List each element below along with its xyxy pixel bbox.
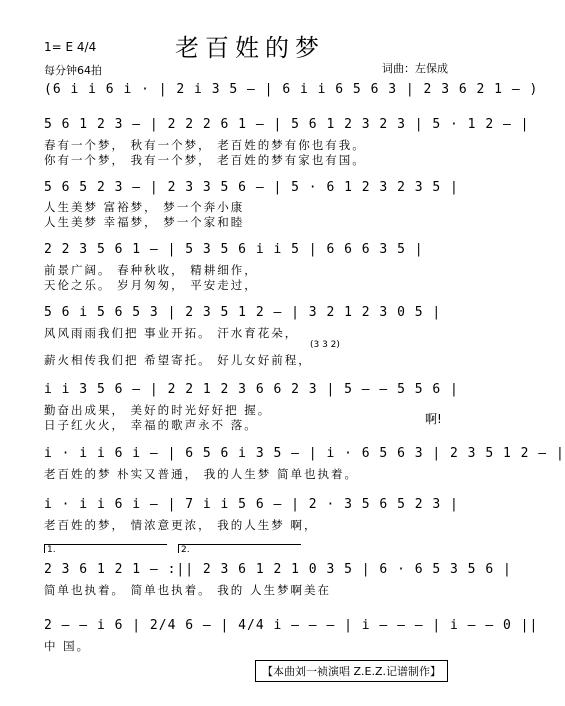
notation-annotation: (3 3 2) <box>310 340 340 350</box>
notation-line-3: 2 2 3 5 6 1 — | 5 3 5 6 i i 5 | 6 6 6 3 5 | <box>44 242 424 257</box>
lyric-line-5b: 日子红火火， 幸福的歌声永不 落。 <box>44 418 258 432</box>
lyric-line-4a: 风风雨雨我们把 事业开拓。 汗水育花朵， <box>44 326 299 340</box>
notation-line-7: i · i i 6 i — | 7 i i 5 6 — | 2 · 3 5 6 5 2 3 | <box>44 497 459 512</box>
lyric-line-7: 老百姓的梦， 情浓意更浓， 我的人生梦 啊， <box>44 518 318 532</box>
lyric-line-9: 中 国。 <box>44 639 91 653</box>
lyric-line-5a: 勤奋出成果， 美好的时光好好把 握。 <box>44 403 272 417</box>
song-title: 老百姓的梦 <box>175 34 325 62</box>
notation-line-9: 2 — — i 6 | 2/4 6 — | 4/4 i — — — | i — — — | i — — 0 || <box>44 618 539 633</box>
intro-notation: (6 i i 6 i · | 2 i 3 5 — | 6 i i 6 5 6 3 | 2 3 6 2 1 — ) <box>44 82 539 97</box>
notation-line-2: 5 6 5 2 3 — | 2 3 3 5 6 — | 5 · 6 1 2 3 2 3 5 | <box>44 180 459 195</box>
lyric-line-1b: 你有一个梦， 我有一个梦， 老百姓的梦有家也有国。 <box>44 153 366 167</box>
notation-line-8: 2 3 6 1 2 1 — :|| 2 3 6 1 2 1 0 3 5 | 6 · 6 5 3 5 6 | <box>44 562 512 577</box>
composer-credit: 词曲：左保成 <box>382 62 448 75</box>
key-signature <box>44 40 96 54</box>
lyric-line-2a: 人生美梦 富裕梦， 梦一个奔小康 <box>44 200 245 214</box>
notation-line-6: i · i i 6 i — | 6 5 6 i 3 5 — | i · 6 5 6 3 | 2 3 5 1 2 — | <box>44 446 565 461</box>
lyric-line-3a: 前景广阔。 春种秋收， 精耕细作， <box>44 263 258 277</box>
tempo-marking: 每分钟64拍 <box>44 64 102 77</box>
time-signature: 4/4 <box>76 40 97 54</box>
notation-line-1: 5 6 1 2 3 — | 2 2 2 6 1 — | 5 6 1 2 3 2 3 | 5 · 1 2 — | <box>44 117 530 132</box>
key-text: 1= E <box>44 40 74 54</box>
notation-line-5: i i 3 5 6 — | 2 2 1 2 3 6 6 2 3 | 5 — — 5 5 6 | <box>44 382 459 397</box>
exclamation-lyric: 啊! <box>425 412 442 426</box>
lyric-line-4b: 薪火相传我们把 希望寄托。 好儿女好前程， <box>44 353 312 367</box>
volta-1: 1. <box>44 544 167 553</box>
volta-2: 2. <box>178 544 301 553</box>
lyric-line-2b: 人生美梦 幸福梦， 梦一个家和睦 <box>44 215 245 229</box>
lyric-line-8: 简单也执着。 简单也执着。 我的 人生梦啊美在 <box>44 583 331 597</box>
lyric-line-1a: 春有一个梦， 秋有一个梦， 老百姓的梦有你也有我。 <box>44 138 366 152</box>
performance-credit: 【本曲刘一祯演唱 Z.E.Z.记谱制作】 <box>255 660 448 682</box>
lyric-line-6: 老百姓的梦 朴实又普通， 我的人生梦 简单也执着。 <box>44 467 358 481</box>
notation-line-4: 5 6 i 5 6 5 3 | 2 3 5 1 2 — | 3 2 1 2 3 0 5 | <box>44 305 442 320</box>
lyric-line-3b: 天伦之乐。 岁月匆匆， 平安走过， <box>44 278 258 292</box>
